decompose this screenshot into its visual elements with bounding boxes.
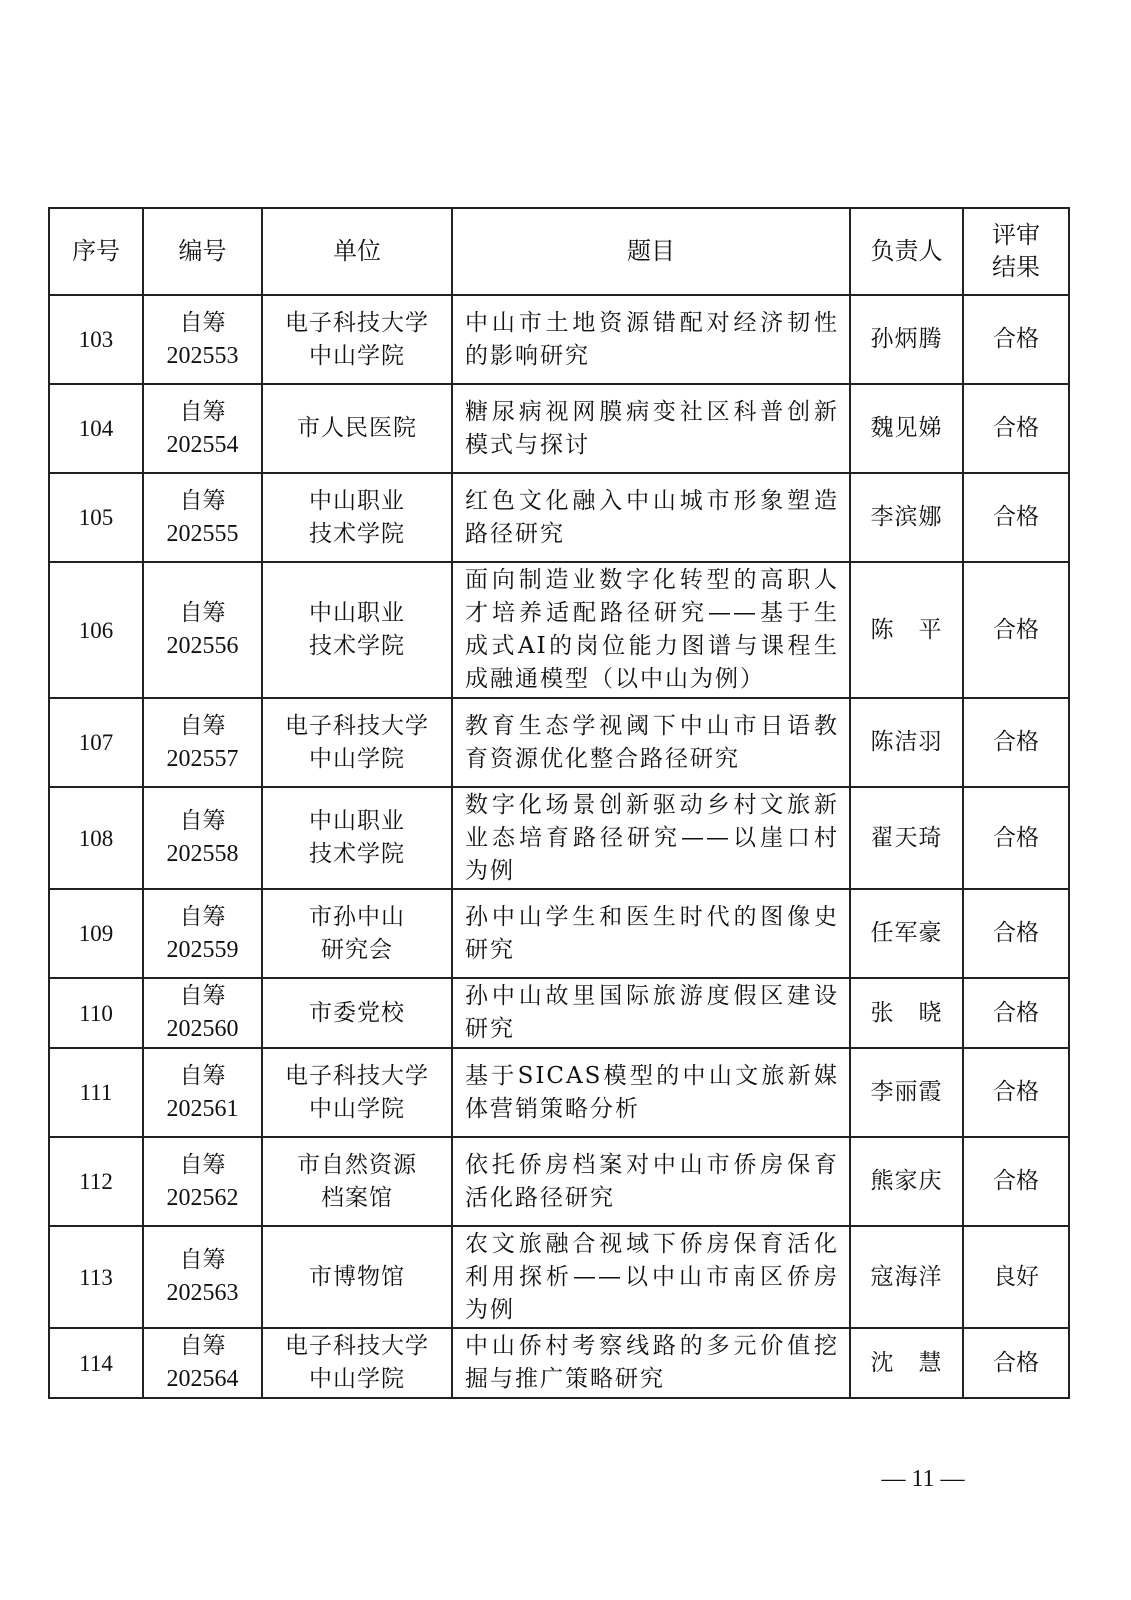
cell-unit-line: 技术学院 [309,633,405,659]
cell-unit [262,295,452,384]
cell-title: 教育生态学视阈下中山市日语教育资源优化整合路径研究 [452,698,850,787]
header-title: 题目 [452,208,850,295]
cell-code-line: 自筹 [179,983,226,1009]
cell-title: 红色文化融入中山城市形象塑造路径研究 [452,473,850,562]
cell-code-line: 自筹 [179,903,226,930]
cell-result: 合格 [963,1328,1069,1398]
cell-leader: 任军豪 [850,889,963,978]
cell-seq: 110 [49,978,143,1048]
cell-code [143,295,262,384]
cell-unit-line: 电子科技大学 [285,309,429,336]
cell-code [143,978,262,1048]
table-row [49,384,1069,473]
cell-seq: 107 [49,698,143,787]
cell-unit-line: 中山学院 [309,342,405,369]
cell-leader: 陈洁羽 [850,698,963,787]
cell-code-line: 自筹 [179,1062,226,1089]
cell-title: 基于SICAS模型的中山文旅新媒体营销策略分析 [452,1048,850,1137]
cell-unit-line: 中山学院 [309,745,405,772]
cell-code [143,1048,262,1137]
cell-unit-line: 中山学院 [309,1366,405,1392]
cell-code [143,473,262,562]
cell-unit: 市人民医院 [262,384,452,473]
cell-title: 中山侨村考察线路的多元价值挖掘与推广策略研究 [452,1328,850,1398]
cell-result: 合格 [963,978,1069,1048]
cell-result: 合格 [963,787,1069,889]
cell-unit-line: 技术学院 [309,841,405,867]
cell-unit [262,1328,452,1398]
cell-unit-line: 市自然资源 [297,1151,417,1178]
cell-unit [262,889,452,978]
cell-code-line: 202553 [166,342,239,369]
header-leader: 负责人 [850,208,963,295]
table-row [49,889,1069,978]
cell-seq: 111 [49,1048,143,1137]
cell-seq: 103 [49,295,143,384]
cell-leader: 翟天琦 [850,787,963,889]
cell-code-line: 202561 [166,1095,239,1122]
cell-seq: 109 [49,889,143,978]
cell-leader: 张 晓 [850,978,963,1048]
header-seq: 序号 [49,208,143,295]
cell-result: 良好 [963,1226,1069,1328]
cell-code-line: 202555 [166,520,239,547]
cell-code [143,384,262,473]
cell-unit: 市委党校 [262,978,452,1048]
cell-unit-line: 中山职业 [309,487,405,514]
cell-code-line: 202558 [166,841,239,867]
cell-unit [262,562,452,698]
cell-unit [262,1048,452,1137]
cell-unit-line: 电子科技大学 [285,712,429,739]
cell-unit [262,698,452,787]
cell-result: 合格 [963,384,1069,473]
cell-result: 合格 [963,295,1069,384]
cell-code-line: 自筹 [179,487,226,514]
page-number: — 11 — [881,1466,965,1492]
cell-leader: 陈 平 [850,562,963,698]
cell-leader: 魏见娣 [850,384,963,473]
table-body [49,295,1069,1398]
cell-unit-line: 中山职业 [309,600,405,626]
cell-leader: 寇海洋 [850,1226,963,1328]
cell-code-line: 202557 [166,745,239,772]
header-unit: 单位 [262,208,452,295]
cell-result: 合格 [963,562,1069,698]
cell-code [143,1137,262,1226]
cell-leader: 熊家庆 [850,1137,963,1226]
cell-code [143,787,262,889]
header-code: 编号 [143,208,262,295]
cell-result: 合格 [963,889,1069,978]
table-row [49,295,1069,384]
cell-code-line: 202562 [166,1184,239,1211]
cell-code-line: 自筹 [179,309,226,336]
table-row [49,473,1069,562]
cell-unit [262,1137,452,1226]
cell-result: 合格 [963,698,1069,787]
cell-title: 农文旅融合视域下侨房保育活化利用探析——以中山市南区侨房为例 [452,1226,850,1328]
cell-code [143,889,262,978]
cell-code-line: 自筹 [179,1151,226,1178]
cell-title: 糖尿病视网膜病变社区科普创新模式与探讨 [452,384,850,473]
cell-result: 合格 [963,473,1069,562]
cell-code [143,562,262,698]
cell-code-line: 自筹 [179,600,226,626]
cell-code [143,1328,262,1398]
cell-code-line: 202559 [166,936,239,963]
cell-unit-line: 研究会 [321,936,393,963]
review-results-table [48,207,1070,1399]
cell-leader: 沈 慧 [850,1328,963,1398]
table-row [49,787,1069,889]
cell-seq: 112 [49,1137,143,1226]
cell-leader: 李滨娜 [850,473,963,562]
cell-code [143,1226,262,1328]
cell-seq: 104 [49,384,143,473]
cell-seq: 114 [49,1328,143,1398]
cell-code [143,698,262,787]
cell-code-line: 自筹 [179,1247,226,1273]
cell-unit-line: 电子科技大学 [285,1062,429,1089]
cell-leader: 孙炳腾 [850,295,963,384]
cell-unit [262,787,452,889]
cell-seq: 113 [49,1226,143,1328]
cell-code-line: 202554 [166,431,239,458]
cell-title: 孙中山学生和医生时代的图像史研究 [452,889,850,978]
cell-unit [262,473,452,562]
cell-title: 依托侨房档案对中山市侨房保育活化路径研究 [452,1137,850,1226]
cell-title: 孙中山故里国际旅游度假区建设研究 [452,978,850,1048]
cell-seq: 108 [49,787,143,889]
cell-code-line: 202560 [166,1016,239,1042]
cell-code-line: 202563 [166,1280,239,1306]
cell-unit-line: 档案馆 [321,1184,393,1211]
cell-seq: 105 [49,473,143,562]
cell-result: 合格 [963,1048,1069,1137]
table-row [49,562,1069,698]
table-row [49,1328,1069,1398]
cell-code-line: 自筹 [179,1333,226,1359]
header-row [49,208,1069,295]
table-row [49,1048,1069,1137]
cell-unit-line: 中山学院 [309,1095,405,1122]
header-result-text: 评审结果 [992,221,1040,281]
cell-unit-line: 技术学院 [309,520,405,547]
table-row [49,978,1069,1048]
cell-code-line: 自筹 [179,712,226,739]
cell-title: 面向制造业数字化转型的高职人才培养适配路径研究——基于生成式AI的岗位能力图谱与课程生成融通模型（以中山为例） [452,562,850,698]
table-row [49,698,1069,787]
cell-code-line: 自筹 [179,808,226,834]
cell-leader: 李丽霞 [850,1048,963,1137]
cell-code-line: 202556 [166,633,239,659]
header-result [963,208,1069,295]
cell-code-line: 202564 [166,1366,239,1392]
cell-result: 合格 [963,1137,1069,1226]
cell-seq: 106 [49,562,143,698]
cell-unit-line: 电子科技大学 [285,1333,429,1359]
table-row [49,1226,1069,1328]
cell-unit-line: 市孙中山 [309,903,405,930]
cell-title: 中山市土地资源错配对经济韧性的影响研究 [452,295,850,384]
cell-unit: 市博物馆 [262,1226,452,1328]
cell-title: 数字化场景创新驱动乡村文旅新业态培育路径研究——以崖口村为例 [452,787,850,889]
cell-unit-line: 中山职业 [309,808,405,834]
cell-code-line: 自筹 [179,398,226,425]
table-row [49,1137,1069,1226]
